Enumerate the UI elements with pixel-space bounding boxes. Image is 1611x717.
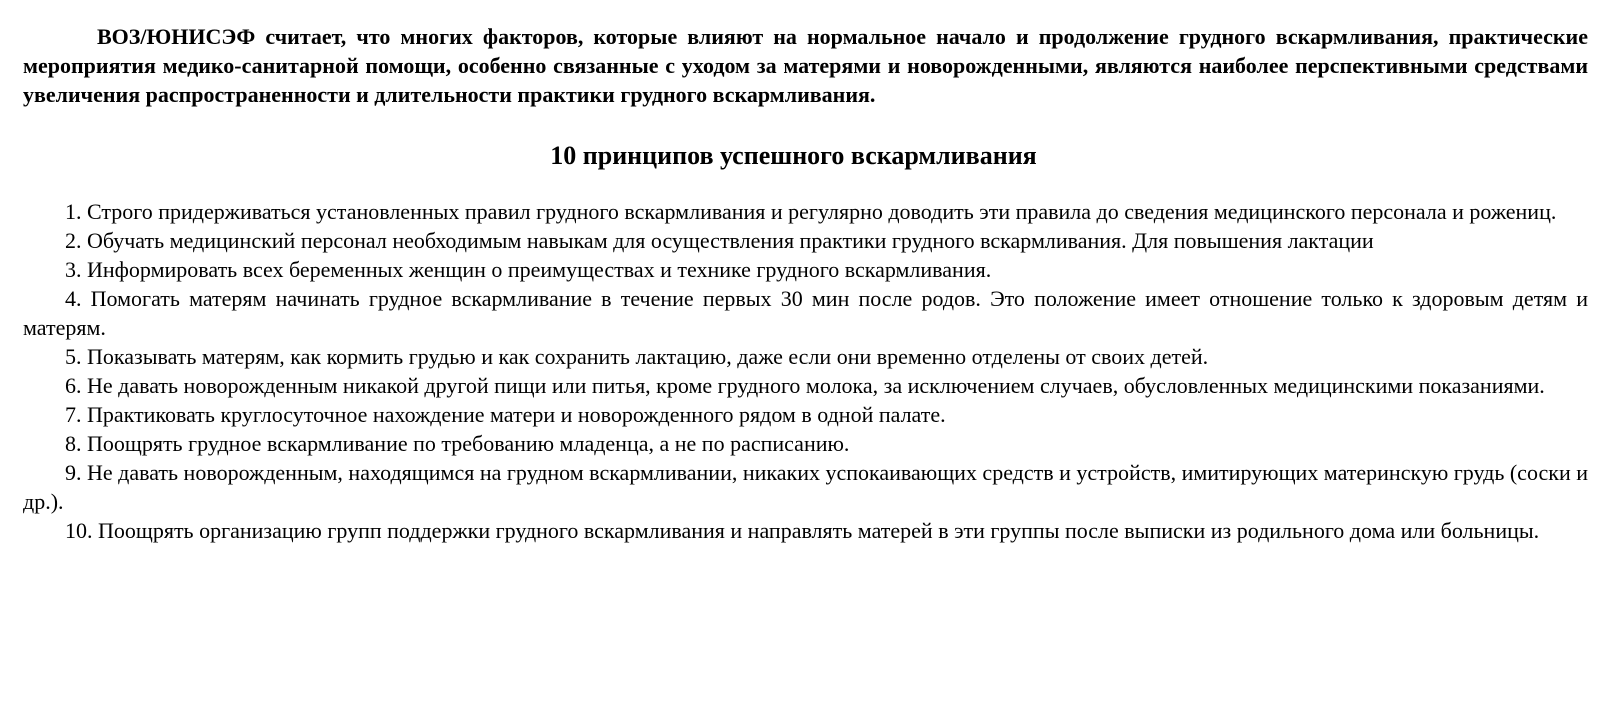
- principle-item: 8. Поощрять грудное вскармливание по требованию младенца, а не по расписанию.: [65, 431, 850, 456]
- principle-item: 4. Помогать матерям начинать грудное вскармливание в течение первых 30 мин после родов. Это положение имеет отношение только к здоровым детям и матерям.: [23, 286, 1588, 340]
- intro-paragraph: ВОЗ/ЮНИСЭФ считает, что многих факторов, которые влияют на нормальное начало и продолжение грудного вскармливания, практические мероприятия медико-санитарной помощи, особенно связанные с уходом за матерями и новорожденными, являются наиболее перспективными средствами увеличения распространенности и длительности практики грудного вскармливания.: [23, 24, 1588, 107]
- principle-item: 9. Не давать новорожденным, находящимся на грудном вскармливании, никаких успокаивающих средств и устройств, имитирующих материнскую грудь (соски и др.).: [23, 460, 1588, 514]
- principle-item: 5. Показывать матерям, как кормить грудью и как сохранить лактацию, даже если они временно отделены от своих детей.: [65, 344, 1209, 369]
- principle-item: 10. Поощрять организацию групп поддержки грудного вскармливания и направлять матерей в эти группы после выписки из родильного дома или больницы.: [65, 518, 1540, 543]
- principles-list: [23, 197, 1588, 545]
- principle-item: 1. Строго придерживаться установленных правил грудного вскармливания и регулярно доводить эти правила до сведения медицинского персонала и рожениц.: [65, 199, 1557, 224]
- principle-item: 3. Информировать всех беременных женщин о преимуществах и технике грудного вскармливания.: [65, 257, 992, 282]
- document-page: [23, 22, 1588, 545]
- section-heading: 10 принципов успешного вскармливания: [550, 141, 1037, 170]
- principle-item: 6. Не давать новорожденным никакой другой пищи или питья, кроме грудного молока, за исключением случаев, обусловленных медицинскими показаниями.: [65, 373, 1545, 398]
- principle-item: 2. Обучать медицинский персонал необходимым навыкам для осуществления практики грудного вскармливания. Для повышения лактации: [65, 228, 1374, 253]
- principle-item: 7. Практиковать круглосуточное нахождение матери и новорожденного рядом в одной палате.: [65, 402, 946, 427]
